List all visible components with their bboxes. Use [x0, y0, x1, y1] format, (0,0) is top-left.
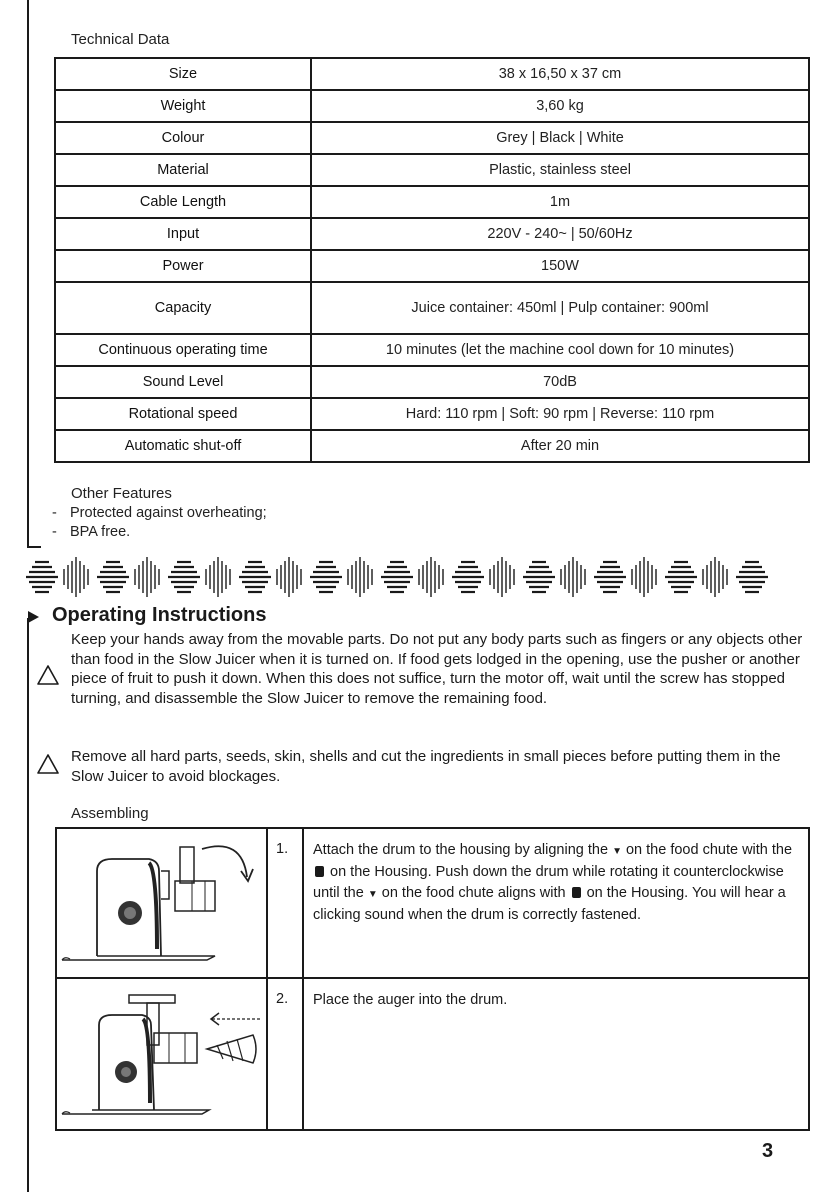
juicer-drum-attach-illustration [57, 829, 264, 973]
assembling-heading: Assembling [71, 805, 149, 822]
step-2-illustration [56, 978, 267, 1130]
assembling-steps-table [55, 827, 810, 1131]
spec-label: Sound Level [55, 366, 311, 398]
feature-item: - Protected against overheating; [52, 505, 267, 521]
step-number: 1. [267, 828, 303, 978]
spec-value: 38 x 16,50 x 37 cm [311, 58, 809, 90]
spec-value: 150W [311, 250, 809, 282]
spec-value: 70dB [311, 366, 809, 398]
spec-label: Power [55, 250, 311, 282]
spec-label: Colour [55, 122, 311, 154]
spec-row [55, 186, 809, 218]
page-margin-line-lower [27, 618, 29, 1192]
spec-label: Automatic shut-off [55, 430, 311, 462]
spec-label: Input [55, 218, 311, 250]
other-features-list [52, 504, 267, 542]
spec-value: 1m [311, 186, 809, 218]
spec-value: Hard: 110 rpm | Soft: 90 rpm | Reverse: 110 rpm [311, 398, 809, 430]
spec-value: Juice container: 450ml | Pulp container: 900ml [311, 282, 809, 334]
step-2-text: Place the auger into the drum. [303, 978, 809, 1130]
decorative-wave-border [24, 556, 814, 598]
other-features-heading: Other Features [71, 485, 172, 502]
spec-label: Weight [55, 90, 311, 122]
operating-instructions-title: Operating Instructions [52, 604, 267, 626]
assembly-step-row [56, 828, 809, 978]
spec-row [55, 430, 809, 462]
page-number: 3 [762, 1140, 774, 1162]
technical-data-table [54, 57, 810, 463]
spec-row [55, 122, 809, 154]
warning-triangle-icon [36, 664, 60, 686]
warning-paragraph-1: Keep your hands away from the movable parts. Do not put any body parts such as fingers or any objects other than food in the Slow Juicer when it is turned on. If food gets lodged in the opening, use the pusher or another piece of fruit to push it down. When this does not suffice, turn the motor off, wait until the screw has stopped turning, and disassemble the Slow Juicer to remove the remaining food. [71, 631, 803, 707]
spec-label: Rotational speed [55, 398, 311, 430]
juicer-auger-insert-illustration [57, 979, 264, 1125]
lock-icon [572, 887, 581, 898]
section-arrow-icon [28, 611, 39, 623]
warning-triangle-icon [36, 753, 60, 775]
spec-row [55, 398, 809, 430]
step-1-illustration [56, 828, 267, 978]
technical-data-heading: Technical Data [71, 31, 170, 48]
spec-row [55, 58, 809, 90]
spec-row [55, 154, 809, 186]
spec-value: 220V - 240~ | 50/60Hz [311, 218, 809, 250]
spec-label: Material [55, 154, 311, 186]
page-margin-line [27, 0, 29, 548]
spec-label: Capacity [55, 282, 311, 334]
spec-row [55, 334, 809, 366]
spec-value: After 20 min [311, 430, 809, 462]
spec-value: Plastic, stainless steel [311, 154, 809, 186]
spec-value: 3,60 kg [311, 90, 809, 122]
triangle-marker-icon: ▼ [612, 846, 622, 857]
step-1-text: Attach the drum to the housing by aligning the ▼ on the food chute with the on the Housing. Push down the drum while rotating it counterclockwise until the ▼ on the food chute aligns with on the Housing. You will hear a clicking sound when the drum is correctly fastened. [303, 828, 809, 978]
spec-row [55, 282, 809, 334]
feature-item: - BPA free. [52, 524, 131, 540]
spec-row [55, 218, 809, 250]
spec-label: Size [55, 58, 311, 90]
spec-row [55, 366, 809, 398]
step-number: 2. [267, 978, 303, 1130]
spec-row [55, 250, 809, 282]
spec-label: Continuous operating time [55, 334, 311, 366]
triangle-marker-icon: ▼ [367, 888, 378, 900]
spec-row [55, 90, 809, 122]
warning-paragraph-2: Remove all hard parts, seeds, skin, shells and cut the ingredients in small pieces before putting them in the Slow Juicer to avoid blockages. [71, 748, 781, 785]
spec-value: 10 minutes (let the machine cool down for 10 minutes) [311, 334, 809, 366]
lock-icon [315, 866, 324, 877]
spec-value: Grey | Black | White [311, 122, 809, 154]
page-margin-line-end [27, 546, 41, 548]
spec-label: Cable Length [55, 186, 311, 218]
assembly-step-row [56, 978, 809, 1130]
